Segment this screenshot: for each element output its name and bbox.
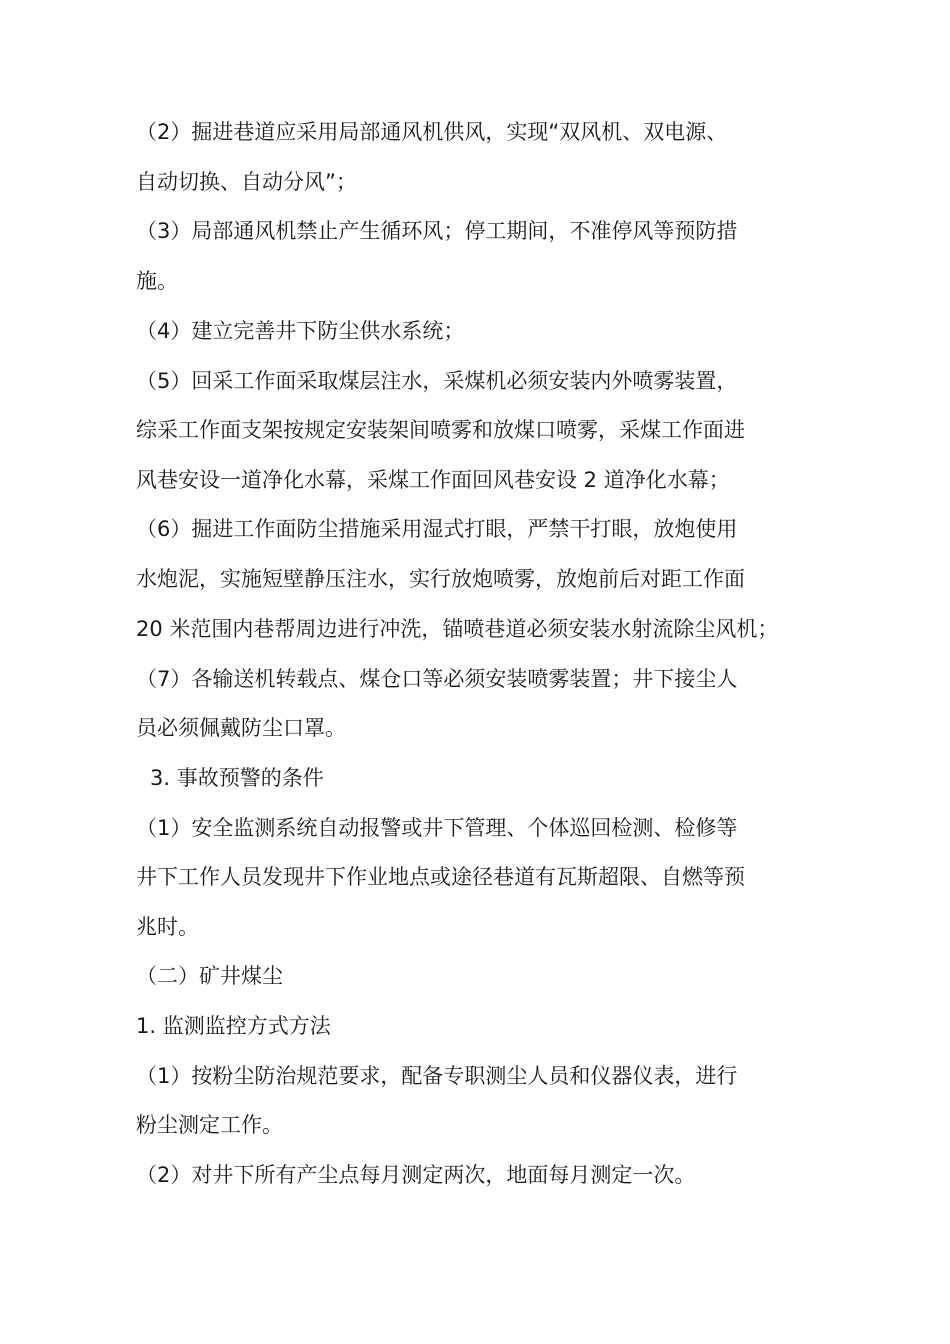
section-heading: （二）矿井煤尘 bbox=[136, 964, 283, 988]
text-line: 粉尘测定工作。 bbox=[136, 1113, 283, 1137]
text-line: 兆时。 bbox=[136, 915, 199, 939]
text-line: （7）各输送机转载点、煤仓口等必须安装喷雾装置；井下接尘人 bbox=[136, 667, 738, 691]
text-line: 员必须佩戴防尘口罩。 bbox=[136, 716, 346, 740]
text-line: 施。 bbox=[136, 269, 178, 293]
text-line: 20 米范围内巷帮周边进行冲洗，锚喷巷道必须安装水射流除尘风机； bbox=[136, 617, 779, 641]
text-line: （2）掘进巷道应采用局部通风机供风，实现“双风机、双电源、 bbox=[136, 120, 728, 144]
text-line: （1）安全监测系统自动报警或井下管理、个体巡回检测、检修等 bbox=[136, 816, 738, 840]
text-line: 水炮泥，实施短壁静压注水，实行放炮喷雾，放炮前后对距工作面 bbox=[136, 567, 745, 591]
text-line: 井下工作人员发现井下作业地点或途径巷道有瓦斯超限、自燃等预 bbox=[136, 865, 745, 889]
text-line: 综采工作面支架按规定安装架间喷雾和放煤口喷雾，采煤工作面进 bbox=[136, 418, 745, 442]
text-line: 自动切换、自动分风”； bbox=[136, 170, 357, 194]
text-line: （3）局部通风机禁止产生循环风；停工期间，不准停风等预防措 bbox=[136, 219, 738, 243]
section-heading: 1. 监测监控方式方法 bbox=[136, 1014, 331, 1038]
text-line: （1）按粉尘防治规范要求，配备专职测尘人员和仪器仪表，进行 bbox=[136, 1064, 738, 1088]
text-line: 风巷安设一道净化水幕，采煤工作面回风巷安设 2 道净化水幕； bbox=[136, 468, 730, 492]
text-line: （2）对井下所有产尘点每月测定两次，地面每月测定一次。 bbox=[136, 1163, 696, 1187]
text-line: （6）掘进工作面防尘措施采用湿式打眼，严禁干打眼，放炮使用 bbox=[136, 517, 738, 541]
text-line: （4）建立完善井下防尘供水系统； bbox=[136, 319, 465, 343]
text-line: （5）回采工作面采取煤层注水，采煤机必须安装内外喷雾装置， bbox=[136, 369, 738, 393]
section-heading: 3. 事故预警的条件 bbox=[150, 766, 324, 790]
